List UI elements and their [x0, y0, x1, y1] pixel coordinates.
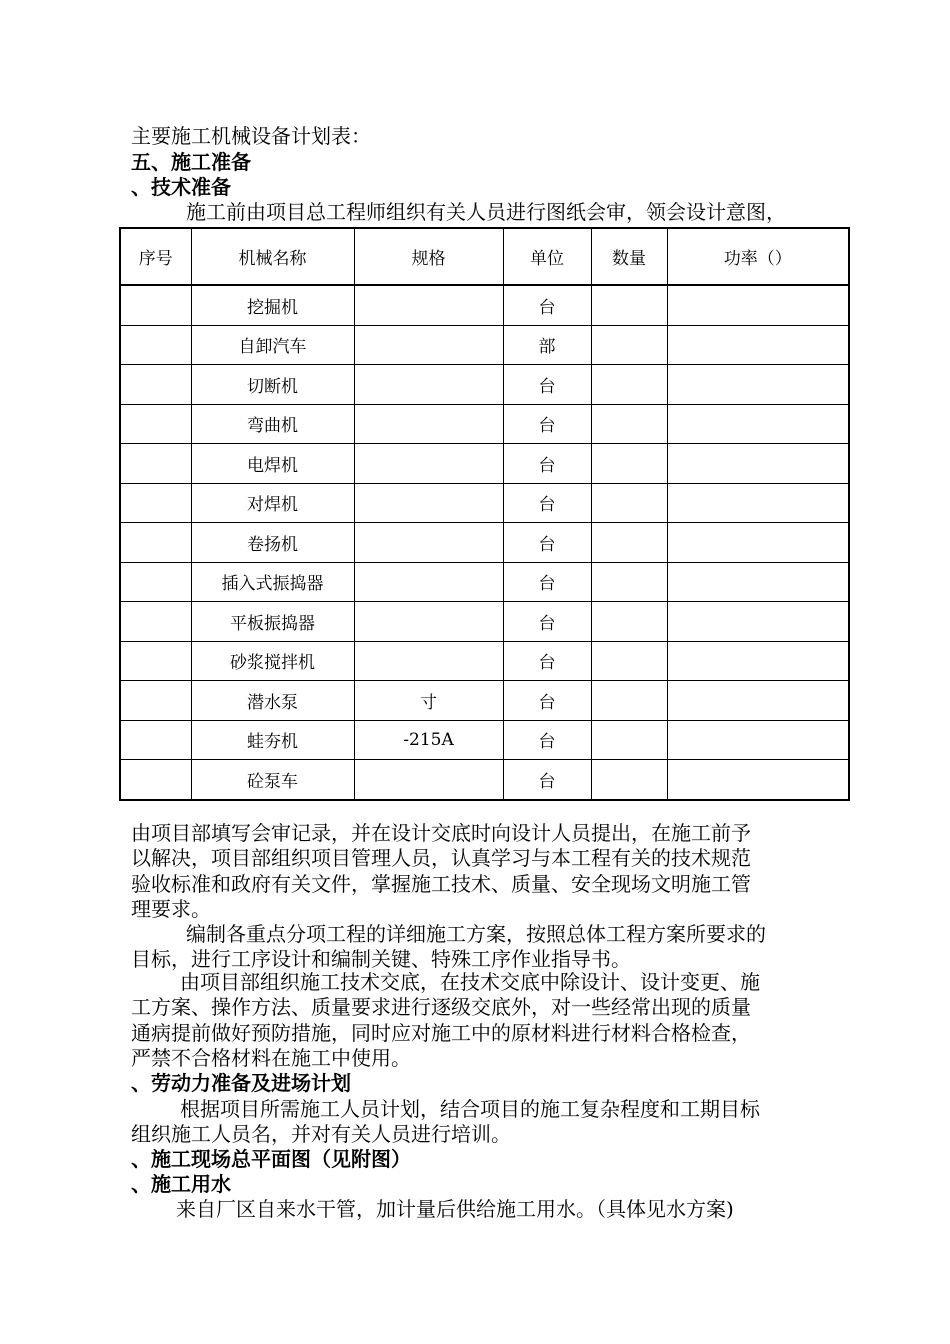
cell-name: 潜水泵: [191, 681, 354, 721]
subheading-labor: 、劳动力准备及进场计划: [131, 1071, 351, 1095]
cell-spec: [354, 325, 503, 365]
cell-qty: [591, 444, 667, 484]
paragraph-line: 编制各重点分项工程的详细施工方案，按照总体工程方案所要求的: [186, 922, 766, 946]
cell-no: [120, 483, 191, 523]
cell-no: [120, 444, 191, 484]
table-row: [120, 365, 849, 405]
cell-power: [667, 602, 849, 642]
paragraph-line: 理要求。: [131, 897, 211, 921]
table-row: [120, 641, 849, 681]
section-heading: 五、施工准备: [131, 150, 251, 174]
cell-unit: 台: [503, 720, 591, 760]
cell-power: [667, 562, 849, 602]
paragraph-line: 施工前由项目总工程师组织有关人员进行图纸会审，领会设计意图，: [186, 200, 786, 224]
cell-unit: 台: [503, 641, 591, 681]
cell-qty: [591, 365, 667, 405]
cell-power: [667, 483, 849, 523]
cell-power: [667, 285, 849, 325]
cell-unit: 台: [503, 602, 591, 642]
cell-qty: [591, 325, 667, 365]
cell-spec: [354, 602, 503, 642]
cell-spec: [354, 523, 503, 563]
cell-qty: [591, 681, 667, 721]
cell-power: [667, 444, 849, 484]
subheading-site: 、施工现场总平面图（见附图）: [131, 1147, 411, 1171]
paragraph-line: 通病提前做好预防措施，同时应对施工中的原材料进行材料合格检查，: [131, 1021, 751, 1045]
equipment-table: [119, 227, 850, 801]
paragraph-line: 来自厂区自来水干管，加计量后供给施工用水。（具体见水方案): [176, 1197, 734, 1221]
cell-unit: 台: [503, 285, 591, 325]
table-row: [120, 562, 849, 602]
cell-name: 自卸汽车: [191, 325, 354, 365]
cell-power: [667, 681, 849, 721]
cell-no: [120, 523, 191, 563]
header-no: 序号: [120, 228, 191, 285]
cell-no: [120, 404, 191, 444]
table-row: [120, 404, 849, 444]
cell-spec: [354, 285, 503, 325]
cell-name: 插入式振捣器: [191, 562, 354, 602]
cell-qty: [591, 641, 667, 681]
cell-name: 卷扬机: [191, 523, 354, 563]
cell-spec: [354, 444, 503, 484]
cell-power: [667, 325, 849, 365]
cell-power: [667, 641, 849, 681]
cell-unit: 台: [503, 483, 591, 523]
cell-no: [120, 760, 191, 800]
cell-qty: [591, 523, 667, 563]
cell-spec: [354, 365, 503, 405]
header-power: 功率（）: [667, 228, 849, 285]
table-row: [120, 325, 849, 365]
subheading-tech: 、技术准备: [131, 175, 231, 199]
cell-no: [120, 365, 191, 405]
cell-spec: [354, 760, 503, 800]
cell-qty: [591, 760, 667, 800]
cell-unit: 台: [503, 562, 591, 602]
table-row: [120, 444, 849, 484]
paragraph-line: 组织施工人员名，并对有关人员进行培训。: [131, 1122, 511, 1146]
cell-qty: [591, 404, 667, 444]
header-unit: 单位: [503, 228, 591, 285]
header-qty: 数量: [591, 228, 667, 285]
cell-spec: [354, 641, 503, 681]
cell-qty: [591, 562, 667, 602]
paragraph-line: 由项目部填写会审记录，并在设计交底时向设计人员提出，在施工前予: [131, 821, 751, 845]
cell-spec: 寸: [354, 681, 503, 721]
cell-qty: [591, 285, 667, 325]
cell-name: 弯曲机: [191, 404, 354, 444]
cell-unit: 台: [503, 444, 591, 484]
table-caption: 主要施工机械设备计划表：: [131, 124, 371, 148]
cell-no: [120, 285, 191, 325]
cell-name: 电焊机: [191, 444, 354, 484]
cell-power: [667, 365, 849, 405]
cell-spec: [354, 562, 503, 602]
paragraph-line: 目标，进行工序设计和编制关键、特殊工序作业指导书。: [131, 947, 631, 971]
cell-name: 蛙夯机: [191, 720, 354, 760]
cell-power: [667, 720, 849, 760]
cell-name: 平板振捣器: [191, 602, 354, 642]
table-row: [120, 720, 849, 760]
cell-name: 砂浆搅拌机: [191, 641, 354, 681]
cell-name: 切断机: [191, 365, 354, 405]
paragraph-line: 工方案、操作方法、质量要求进行逐级交底外，对一些经常出现的质量: [131, 995, 751, 1019]
cell-unit: 台: [503, 760, 591, 800]
cell-unit: 台: [503, 404, 591, 444]
paragraph-line: 验收标准和政府有关文件，掌握施工技术、质量、安全现场文明施工管: [131, 872, 751, 896]
table-row: [120, 523, 849, 563]
cell-spec: [354, 483, 503, 523]
table-row: [120, 285, 849, 325]
subheading-water: 、施工用水: [131, 1172, 231, 1196]
table-header-row: [120, 228, 849, 285]
cell-spec: [354, 404, 503, 444]
cell-unit: 台: [503, 365, 591, 405]
header-name: 机械名称: [191, 228, 354, 285]
cell-unit: 台: [503, 523, 591, 563]
cell-unit: 部: [503, 325, 591, 365]
cell-no: [120, 681, 191, 721]
table-row: [120, 681, 849, 721]
paragraph-line: 由项目部组织施工技术交底，在技术交底中除设计、设计变更、施: [180, 970, 760, 994]
paragraph-line: 以解决，项目部组织项目管理人员，认真学习与本工程有关的技术规范: [131, 846, 751, 870]
cell-name: 对焊机: [191, 483, 354, 523]
cell-name: 挖掘机: [191, 285, 354, 325]
table-row: [120, 602, 849, 642]
cell-no: [120, 562, 191, 602]
header-spec: 规格: [354, 228, 503, 285]
cell-name: 砼泵车: [191, 760, 354, 800]
cell-no: [120, 325, 191, 365]
cell-power: [667, 523, 849, 563]
cell-power: [667, 404, 849, 444]
paragraph-line: 根据项目所需施工人员计划，结合项目的施工复杂程度和工期目标: [180, 1097, 760, 1121]
cell-qty: [591, 483, 667, 523]
paragraph-line: 严禁不合格材料在施工中使用。: [131, 1046, 411, 1070]
cell-spec: -215A: [354, 720, 503, 760]
cell-qty: [591, 602, 667, 642]
cell-no: [120, 602, 191, 642]
cell-qty: [591, 720, 667, 760]
cell-no: [120, 720, 191, 760]
table-row: [120, 483, 849, 523]
cell-no: [120, 641, 191, 681]
cell-power: [667, 760, 849, 800]
cell-unit: 台: [503, 681, 591, 721]
table-row: [120, 760, 849, 800]
